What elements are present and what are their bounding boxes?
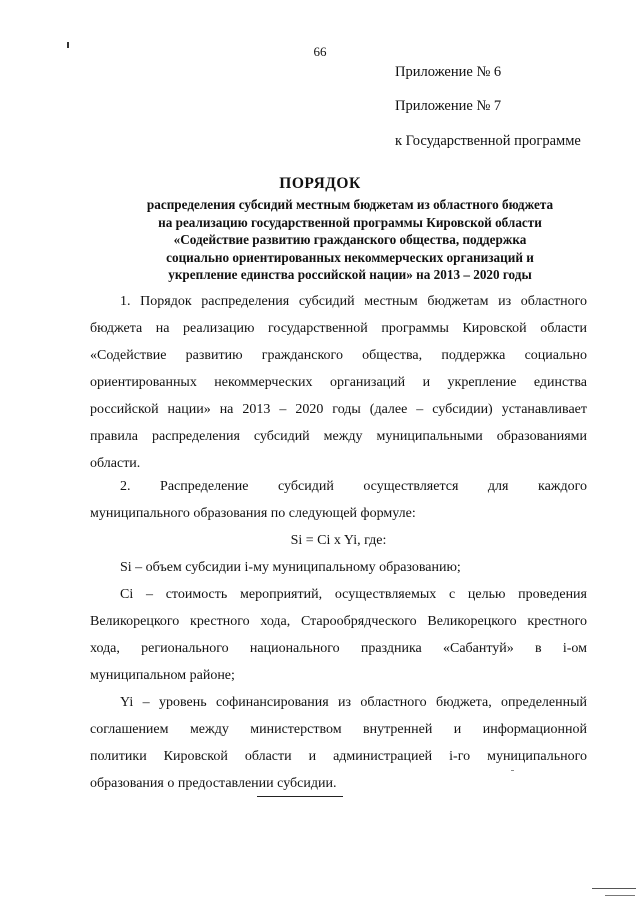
paragraph-line: «Содействие развитию гражданского общества, поддержка социально	[90, 348, 587, 363]
paragraph-line: ориентированных некоммерческих организаций и укрепление единства	[90, 375, 587, 390]
formula: Si = Ci x Yi, где:	[290, 533, 387, 548]
corner-mark-line	[592, 888, 636, 889]
subtitle-line: на реализацию государственной программы Кировской области	[158, 214, 542, 230]
paragraph-line: политики Кировской области и администрацией i-го муниципального	[90, 749, 587, 764]
appendix-line-2: Приложение № 7	[395, 98, 502, 114]
subtitle-line: укрепление единства российской нации» на 2013 – 2020 годы	[168, 267, 532, 282]
paragraph-line: Великорецкого крестного хода, Старообрядческого Великорецкого крестного	[90, 614, 587, 629]
corner-mark-line	[605, 895, 635, 896]
paragraph-line: 2. Распределение субсидий осуществляется для каждого	[120, 479, 587, 494]
paragraph-line: хода, регионального национального праздника «Сабантуй» в i-ом	[90, 641, 587, 656]
paragraph-line: 1. Порядок распределения субсидий местным бюджетам из областного	[120, 294, 587, 309]
page-number: 66	[313, 44, 327, 59]
paragraph-line: образования о предоставлении субсидии.	[90, 776, 337, 791]
appendix-line-1: Приложение № 6	[395, 64, 502, 80]
formula-definition: Si – объем субсидии i-му муниципальному образованию;	[120, 560, 461, 575]
subtitle-line: «Содействие развитию гражданского общества, поддержка	[173, 232, 527, 247]
paragraph-line: Ci – стоимость мероприятий, осуществляемых с целью проведения	[120, 587, 587, 602]
scan-speck	[511, 770, 514, 771]
paragraph-line: правила распределения субсидий между муниципальными образованиями	[90, 429, 587, 444]
paragraph-1	[90, 288, 587, 477]
subtitle-line: распределения субсидий местным бюджетам из областного бюджета	[146, 197, 554, 212]
paragraph-line: Yi – уровень софинансирования из областного бюджета, определенный	[120, 695, 587, 710]
paragraph-line: муниципального образования по следующей формуле:	[90, 506, 416, 521]
paragraph-2	[90, 473, 587, 797]
paragraph-line: соглашением между министерством внутренней и информационной	[90, 722, 587, 737]
document-title: ПОРЯДОК	[279, 175, 361, 192]
paragraph-line: муниципальном районе;	[90, 668, 235, 683]
end-separator-line	[257, 796, 343, 797]
document-subtitle	[100, 196, 600, 284]
paragraph-line: области.	[90, 456, 141, 471]
paragraph-line: бюджета на реализацию государственной программы Кировской области	[90, 321, 587, 336]
subtitle-line: социально ориентированных некоммерческих организаций и	[166, 249, 534, 265]
paragraph-line: российской нации» на 2013 – 2020 годы (далее – субсидии) устанавливает	[90, 402, 587, 417]
appendix-line-3: к Государственной программе	[395, 133, 581, 149]
